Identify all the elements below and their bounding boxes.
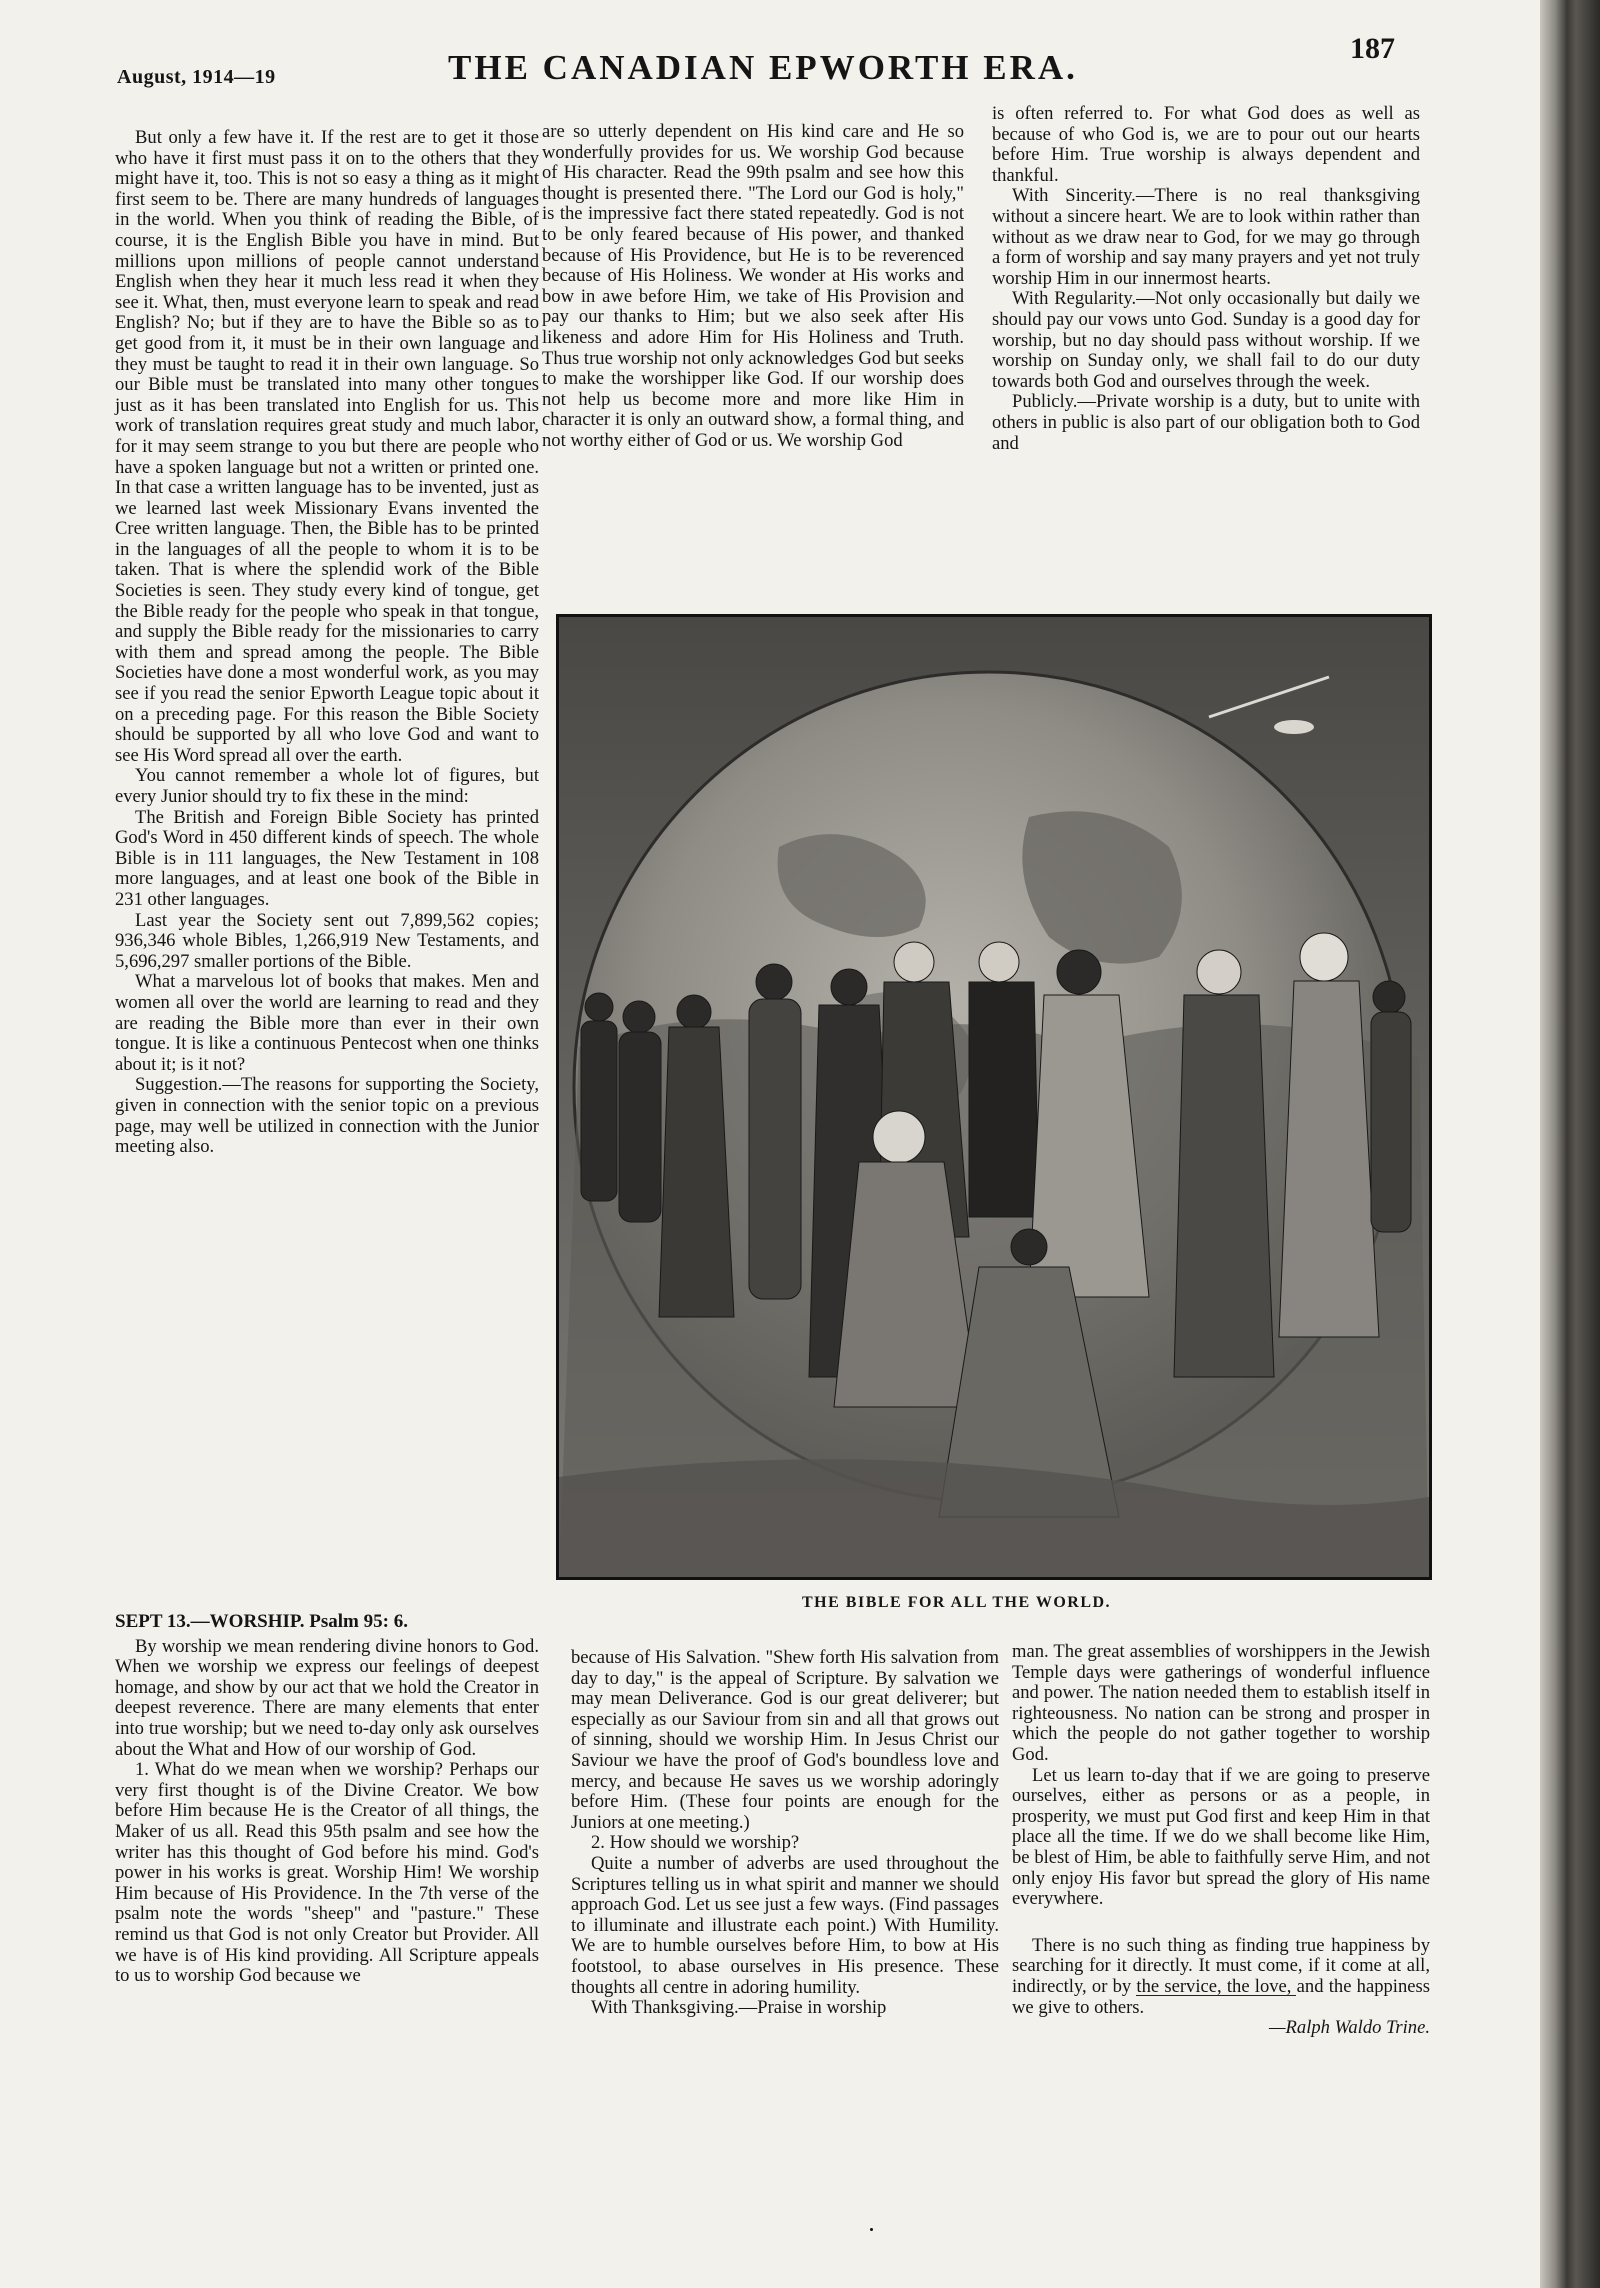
quote-paragraph: There is no such thing as finding true happiness by searching for it directly. It must come, if it come at all, indirectly, or by the service, the love, and the happiness we give to others. bbox=[1012, 1934, 1430, 2018]
paragraph: 1. What do we mean when we worship? Perhaps our very first thought is of the Divine Creator. We bow before Him because He is the Creator of all things, the Maker of us all. Read this 95th psalm and see how the writer has this thought of God before his mind. God's power in his works is great. Worship Him! We worship Him because of His Providence. In the 7th verse of the psalm note the words "sheep" and "pasture." These remind us that God is not only Creator but Provider. All we have is of His kind providing. All Scripture appeals to us to worship God because we bbox=[115, 1759, 539, 1987]
page-mark bbox=[870, 2228, 873, 2231]
paragraph: Let us learn to-day that if we are going to preserve ourselves, either as persons or as a people, in prosperity, we must put God first and keep Him in that place all the time. If we do we shall become like Him, be blest of Him, be able to faithfully serve Him, and not only enjoy His favor but spread the glory of His name everywhere. bbox=[1012, 1764, 1430, 1910]
column-1 bbox=[115, 128, 539, 1158]
quote-attribution: —Ralph Waldo Trine. bbox=[1269, 2017, 1430, 2039]
magazine-title: THE CANADIAN EPWORTH ERA. bbox=[448, 48, 1078, 87]
paragraph: is often referred to. For what God does as well as because of who God is, we are to pour out our hearts before Him. True worship is always dependent and thankful. bbox=[992, 103, 1420, 186]
column-5 bbox=[571, 1648, 999, 2019]
column-3 bbox=[992, 104, 1420, 454]
divider-rule bbox=[1136, 1995, 1296, 1996]
paragraph: are so utterly dependent on His kind care and He so wonderfully provides for us. We worship God because of His character. Read the 99th psalm and see how this thought is presented there. "The Lord our God is holy," is the impressive fact there stated repeatedly. God is not to be only feared because of His power, and thanked because of His Providence, but He is to be reverenced because of His Holiness. We wonder at His works and bow in awe before Him, we take of His Provision and pay our thanks to Him; but we also seek after His likeness and adore Him for His Holiness and Truth. Thus true worship not only acknowledges God but seeks to make the worshipper like God. If our worship does not help us become more and more like Him in character it is only an outward show, a formal thing, and not worthy either of God or us. We worship God bbox=[542, 121, 964, 451]
paragraph: What a marvelous lot of books that makes. Men and women all over the world are learning to read and they are reading the Bible more than ever in their own tongue. It is like a continuous Pentecost when one thinks about it; is it not? bbox=[115, 971, 539, 1075]
paragraph: With Regularity.—Not only occasionally but daily we should pay our vows unto God. Sunday is a good day for worship, but no day should pass without worship. If we worship on Sunday only, we shall fail to do our duty towards both God and ourselves through the week. bbox=[992, 288, 1420, 392]
paragraph: 2. How should we worship? bbox=[591, 1832, 800, 1854]
section-heading: SEPT 13.—WORSHIP. Psalm 95: 6. bbox=[115, 1611, 408, 1632]
paragraph: With Thanksgiving.—Praise in worship bbox=[591, 1997, 887, 2019]
paragraph: The British and Foreign Bible Society has printed God's Word in 450 different kinds of speech. The whole Bible is in 111 languages, the New Testament in 108 more languages, and at least one book of the Bible in 231 other languages. bbox=[115, 806, 539, 910]
book-binding-edge bbox=[1540, 0, 1600, 2288]
column-2 bbox=[542, 122, 964, 452]
paragraph: Publicly.—Private worship is a duty, but to unite with others in public is also part of our obligation both to God and bbox=[992, 391, 1420, 454]
paragraph: because of His Salvation. "Shew forth His salvation from day to day," is the appeal of Scripture. By salvation we may mean Deliverance. God is our great deliverer; but especially as our Saviour from sin and all that grows out of sinning, should we worship Him. In Jesus Christ our Saviour we have the proof of God's boundless love and mercy, and because He saves us we worship adoringly before Him. (These four points are enough for the Juniors at one meeting.) bbox=[571, 1647, 999, 1833]
column-6 bbox=[1012, 1642, 1430, 2039]
paragraph: man. The great assemblies of worshippers in the Jewish Temple days were gatherings of wonderful influence and power. The nation needed them to establish itself in righteousness. No nation can be strong and prosper in which the people do not gather together to worship God. bbox=[1012, 1641, 1430, 1765]
column-4 bbox=[115, 1612, 539, 1987]
paragraph: Quite a number of adverbs are used throughout the Scriptures telling us in what spirit and manner we should approach God. Let us see just a few ways. (Find passages to illuminate and illustrate each point.) With Humility. We are to humble ourselves before Him, to bow at His footstool, to abase ourselves in His presence. These thoughts all centre in adoring humility. bbox=[571, 1852, 999, 1998]
paragraph: Last year the Society sent out 7,899,562 copies; 936,346 whole Bibles, 1,266,919 New Testaments, and 5,696,297 smaller portions of the Bible. bbox=[115, 909, 539, 972]
illustration-bible-for-all-the-world bbox=[556, 614, 1432, 1580]
spacer bbox=[1012, 1910, 1430, 1936]
paragraph: Suggestion.—The reasons for supporting the Society, given in connection with the senior topic on a previous page, may well be utilized in connection with the Junior meeting also. bbox=[115, 1074, 539, 1158]
paragraph: By worship we mean rendering divine honors to God. When we worship we express our feelings of deepest homage, and show by our act that we hold the Creator in deepest reverence. There are many elements that enter into true worship; but we need to-day only ask ourselves about the What and How of our worship of God. bbox=[115, 1635, 539, 1760]
page-number: 187 bbox=[1350, 32, 1395, 65]
paragraph: With Sincerity.—There is no real thanksgiving without a sincere heart. We are to look within rather than without as we draw near to God, for we may go through a form of worship and say many prayers and yet not truly worship Him in our innermost hearts. bbox=[992, 185, 1420, 289]
illustration-image bbox=[559, 617, 1429, 1577]
paragraph: But only a few have it. If the rest are to get it those who have it first must pass it on to the others that they might have it, too. This is not so easy a thing as it might first seem to be. There are many hundreds of languages in the world. When you think of reading the Bible, of course, it is the English Bible you have in mind. But millions upon millions of people cannot understand English when they hear it much less read it when they see it. What, then, must everyone learn to speak and read English? No; but if they are to have the Bible so as to get good from it, it must be in their own language and they must be taught to read it in their own language. So our Bible must be translated into many other tongues just as it has been translated into English for us. This work of translation requires great study and much labor, for it may seem strange to you but there are people who have a spoken language but not a written or printed one. In that case a written language has to be invented, just as we learned last week Missionary Evans invented the Cree written language. Then, the Bible has to be printed in the languages of all the people to whom it is to be taken. That is where the splendid work of the Bible Societies is seen. They study every kind of tongue, get the Bible ready for the people who speak in that tongue, and supply the Bible ready for the missionaries to carry with them and spread among the people. The Bible Societies have done a most wonderful work, as you may see if you read the senior Epworth League topic about it on a preceding page. For this reason the Bible Society should be supported by all who love God and want to see His Word spread all over the earth. bbox=[115, 127, 539, 766]
issue-date: August, 1914—19 bbox=[117, 66, 276, 88]
illustration-caption: THE BIBLE FOR ALL THE WORLD. bbox=[802, 1594, 1112, 1611]
paragraph: You cannot remember a whole lot of figures, but every Junior should try to fix these in the mind: bbox=[115, 765, 539, 807]
